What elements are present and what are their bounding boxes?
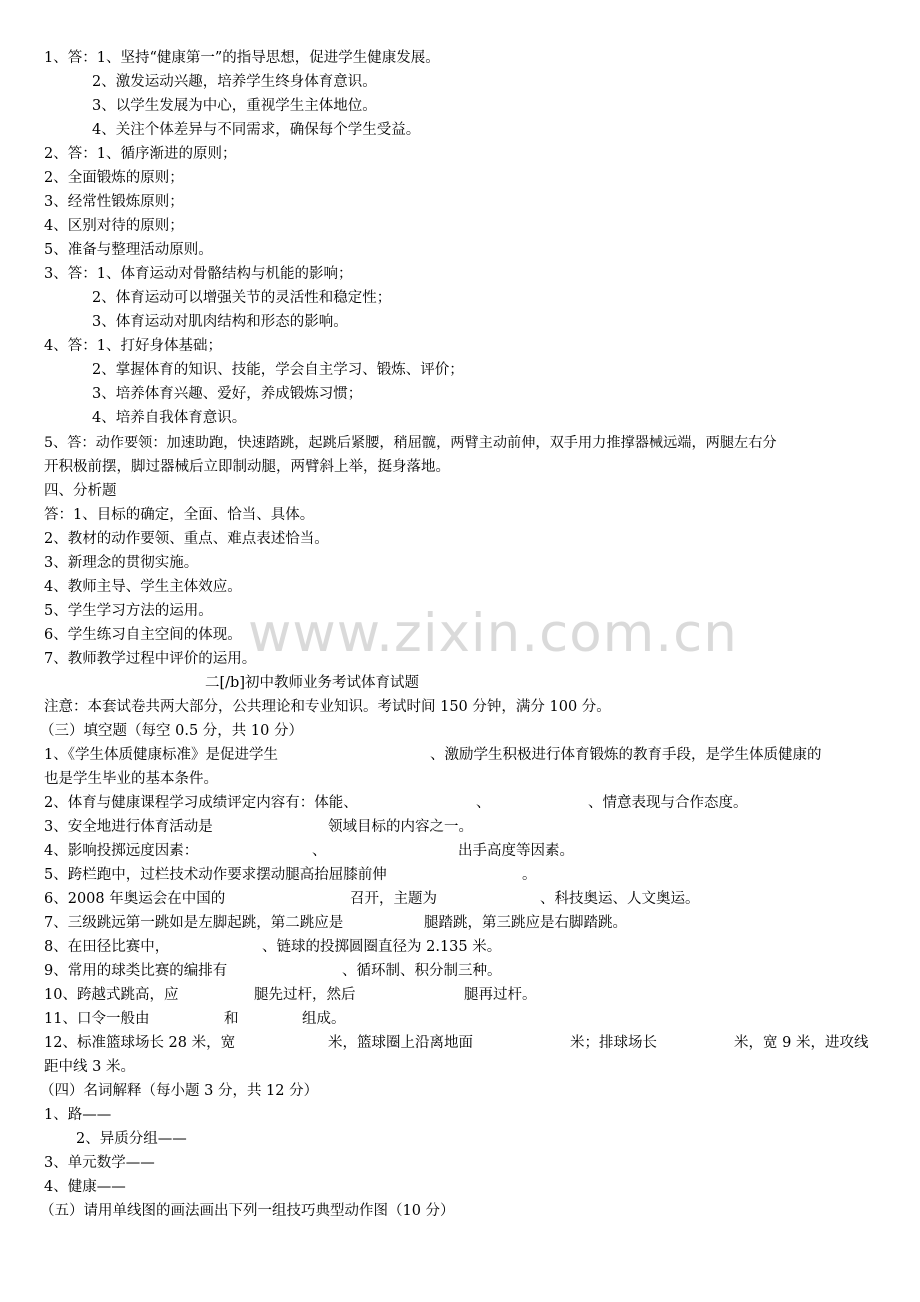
fill-question-6: 6、2008 年奥运会在中国的 召开，主题为 、科技奥运、人文奥运。: [44, 891, 700, 907]
term-1: 1、路——: [44, 1107, 112, 1123]
answer-3-line-3: 3、体育运动对肌肉结构和形态的影响。: [92, 314, 348, 330]
answer-3-line-1: 3、答：1、体育运动对骨骼结构与机能的影响；: [44, 266, 353, 282]
answer-5-line-2: 开积极前摆，脚过器械后立即制动腿，两臂斜上举，挺身落地。: [44, 459, 450, 475]
answer-1-line-1: 1、答：1、坚持“健康第一”的指导思想，促进学生健康发展。: [44, 50, 440, 66]
exam-note: 注意：本套试卷共两大部分，公共理论和专业知识。考试时间 150 分钟，满分 100 分。: [44, 699, 611, 715]
fill-question-7: 7、三级跳远第一跳如是左脚起跳，第二跳应是 腿踏跳，第三跳应是右脚踏跳。: [44, 915, 627, 931]
answer-2-line-5: 5、准备与整理活动原则。: [44, 242, 213, 258]
fill-question-9: 9、常用的球类比赛的编排有 、循环制、积分制三种。: [44, 963, 502, 979]
analysis-line-5: 5、学生学习方法的运用。: [44, 603, 213, 619]
answer-2-line-4: 4、区别对待的原则；: [44, 218, 184, 234]
term-4: 4、健康——: [44, 1179, 126, 1195]
fill-question-2: 2、体育与健康课程学习成绩评定内容有：体能、 、 、情意表现与合作态度。: [44, 795, 748, 811]
fill-question-1-cont: 也是学生毕业的基本条件。: [44, 771, 218, 787]
analysis-line-4: 4、教师主导、学生主体效应。: [44, 579, 242, 595]
term-2: 2、异质分组——: [76, 1131, 187, 1147]
analysis-line-1: 答：1、目标的确定，全面、恰当、具体。: [44, 507, 315, 523]
analysis-heading: 四、分析题: [44, 483, 117, 499]
fill-question-8: 8、在田径比赛中， 、链球的投掷圆圈直径为 2.135 米。: [44, 939, 502, 955]
answer-1-line-4: 4、关注个体差异与不同需求，确保每个学生受益。: [92, 122, 421, 138]
watermark: www.zixin.com.cn: [248, 603, 738, 664]
answer-4-line-3: 3、培养体育兴趣、爱好，养成锻炼习惯；: [92, 386, 363, 402]
answer-1-line-3: 3、以学生发展为中心，重视学生主体地位。: [92, 98, 377, 114]
answer-2-line-1: 2、答：1、循序渐进的原则；: [44, 146, 237, 162]
drawing-heading: （五）请用单线图的画法画出下列一组技巧典型动作图（10 分）: [40, 1203, 455, 1219]
answer-4-line-1: 4、答：1、打好身体基础；: [44, 338, 222, 354]
fill-question-10: 10、跨越式跳高，应 腿先过杆，然后 腿再过杆。: [44, 987, 537, 1003]
fill-question-11: 11、口令一般由 和 组成。: [44, 1011, 346, 1027]
term-3: 3、单元数学——: [44, 1155, 155, 1171]
analysis-line-7: 7、教师教学过程中评价的运用。: [44, 651, 257, 667]
analysis-line-2: 2、教材的动作要领、重点、难点表述恰当。: [44, 531, 329, 547]
answer-3-line-2: 2、体育运动可以增强关节的灵活性和稳定性；: [92, 290, 392, 306]
terms-heading: （四）名词解释（每小题 3 分，共 12 分）: [40, 1083, 319, 1099]
answer-4-line-2: 2、掌握体育的知识、技能，学会自主学习、锻炼、评价；: [92, 362, 464, 378]
fill-question-3: 3、安全地进行体育活动是 领域目标的内容之一。: [44, 819, 473, 835]
exam-title: 二[/b]初中教师业务考试体育试题: [205, 675, 419, 691]
fill-question-5: 5、跨栏跑中，过栏技术动作要求摆动腿高抬屈膝前伸 。: [44, 867, 537, 883]
analysis-line-6: 6、学生练习自主空间的体现。: [44, 627, 242, 643]
fill-question-4: 4、影响投掷远度因素： 、 出手高度等因素。: [44, 843, 574, 859]
fill-question-12: 12、标准篮球场长 28 米，宽 米，篮球圈上沿离地面 米；排球场长 米，宽 9 米，进攻线: [44, 1035, 869, 1051]
fill-question-12-cont: 距中线 3 米。: [44, 1059, 135, 1075]
answer-1-line-2: 2、激发运动兴趣，培养学生终身体育意识。: [92, 74, 377, 90]
answer-4-line-4: 4、培养自我体育意识。: [92, 410, 247, 426]
answer-5-line-1: 5、答：动作要领：加速助跑，快速踏跳，起跳后紧腰，稍屈髋，两臂主动前伸，双手用力推撑器械远端，两腿左右分: [44, 435, 777, 451]
fill-question-1: 1、《学生体质健康标准》是促进学生 、激励学生积极进行体育锻炼的教育手段，是学生体质健康的: [44, 747, 822, 763]
answer-2-line-2: 2、全面锻炼的原则；: [44, 170, 184, 186]
answer-2-line-3: 3、经常性锻炼原则；: [44, 194, 184, 210]
analysis-line-3: 3、新理念的贯彻实施。: [44, 555, 199, 571]
fill-heading: （三）填空题（每空 0.5 分，共 10 分）: [40, 723, 303, 739]
